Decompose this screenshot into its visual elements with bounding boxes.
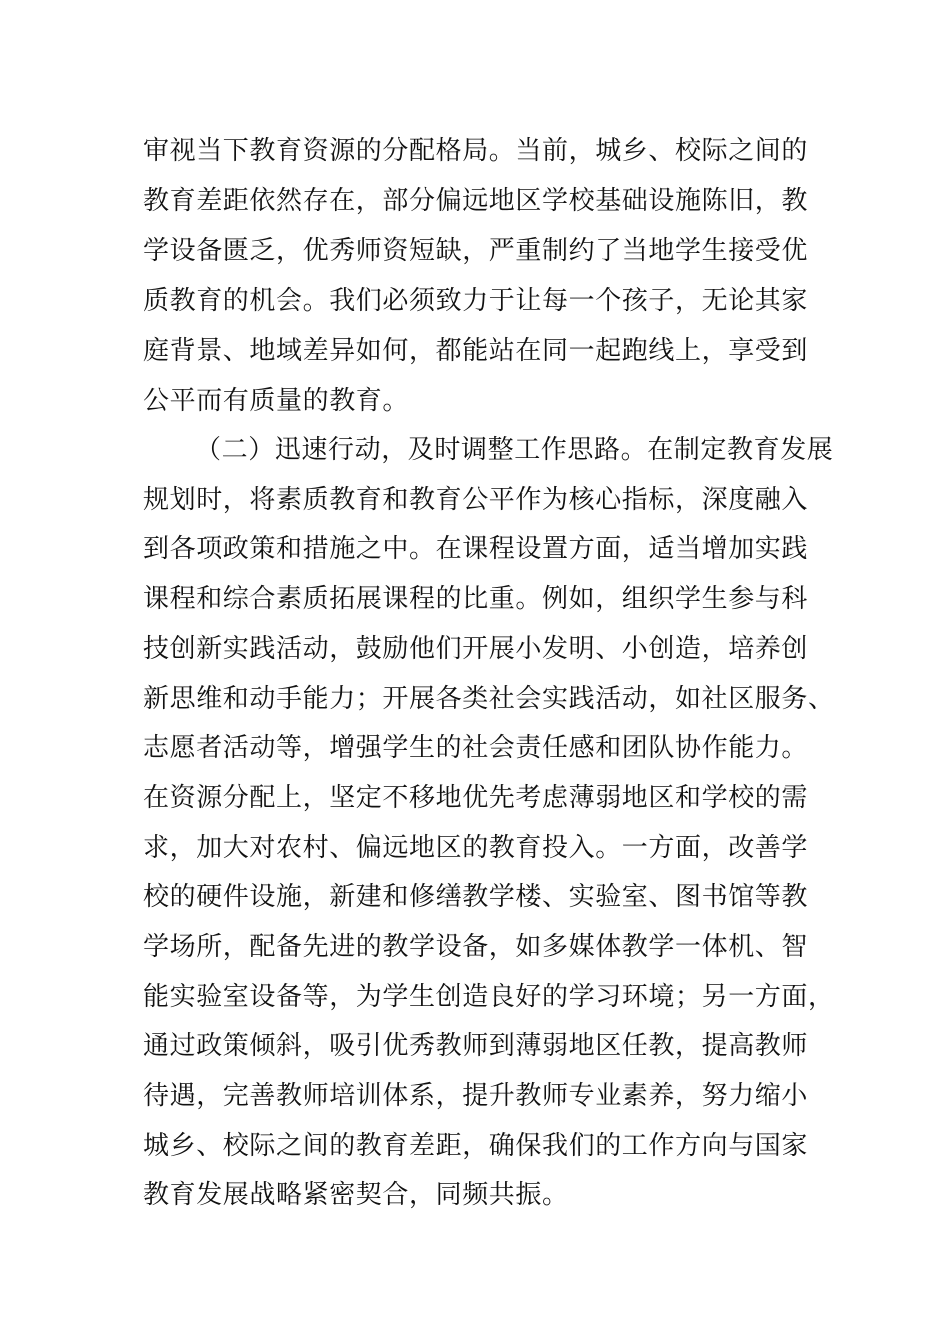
text-line: 校的硬件设施，新建和修缮教学楼、实验室、图书馆等教	[143, 882, 809, 912]
text-line: 学设备匮乏，优秀师资短缺，严重制约了当地学生接受优	[143, 236, 809, 266]
text-line: 庭背景、地域差异如何，都能站在同一起跑线上，享受到	[143, 336, 809, 366]
text-line: 教育差距依然存在，部分偏远地区学校基础设施陈旧，教	[143, 186, 809, 216]
text-line: 能实验室设备等，为学生创造良好的学习环境；另一方面，	[143, 982, 835, 1012]
text-line: 志愿者活动等，增强学生的社会责任感和团队协作能力。	[143, 733, 809, 763]
text-line: 公平而有质量的教育。	[143, 386, 410, 416]
text-line: 待遇，完善教师培训体系，提升教师专业素养，努力缩小	[143, 1081, 809, 1111]
text-line: 技创新实践活动，鼓励他们开展小发明、小创造，培养创	[143, 634, 809, 664]
text-line: 规划时，将素质教育和教育公平作为核心指标，深度融入	[143, 485, 809, 515]
text-line: 城乡、校际之间的教育差距，确保我们的工作方向与国家	[143, 1131, 809, 1161]
text-line: 到各项政策和措施之中。在课程设置方面，适当增加实践	[143, 534, 809, 564]
text-line: 审视当下教育资源的分配格局。当前，城乡、校际之间的	[143, 136, 809, 166]
text-line: 课程和综合素质拓展课程的比重。例如，组织学生参与科	[143, 584, 809, 614]
section-heading-line: （二）迅速行动，及时调整工作思路。在制定教育发展	[195, 435, 834, 465]
text-line: 质教育的机会。我们必须致力于让每一个孩子，无论其家	[143, 286, 809, 316]
text-line: 通过政策倾斜，吸引优秀教师到薄弱地区任教，提高教师	[143, 1031, 809, 1061]
text-line: 求，加大对农村、偏远地区的教育投入。一方面，改善学	[143, 833, 809, 863]
text-line: 在资源分配上，坚定不移地优先考虑薄弱地区和学校的需	[143, 783, 809, 813]
text-line: 学场所，配备先进的教学设备，如多媒体教学一体机、智	[143, 932, 809, 962]
text-line: 新思维和动手能力；开展各类社会实践活动，如社区服务、	[143, 684, 835, 714]
text-line: 教育发展战略紧密契合，同频共振。	[143, 1180, 569, 1210]
